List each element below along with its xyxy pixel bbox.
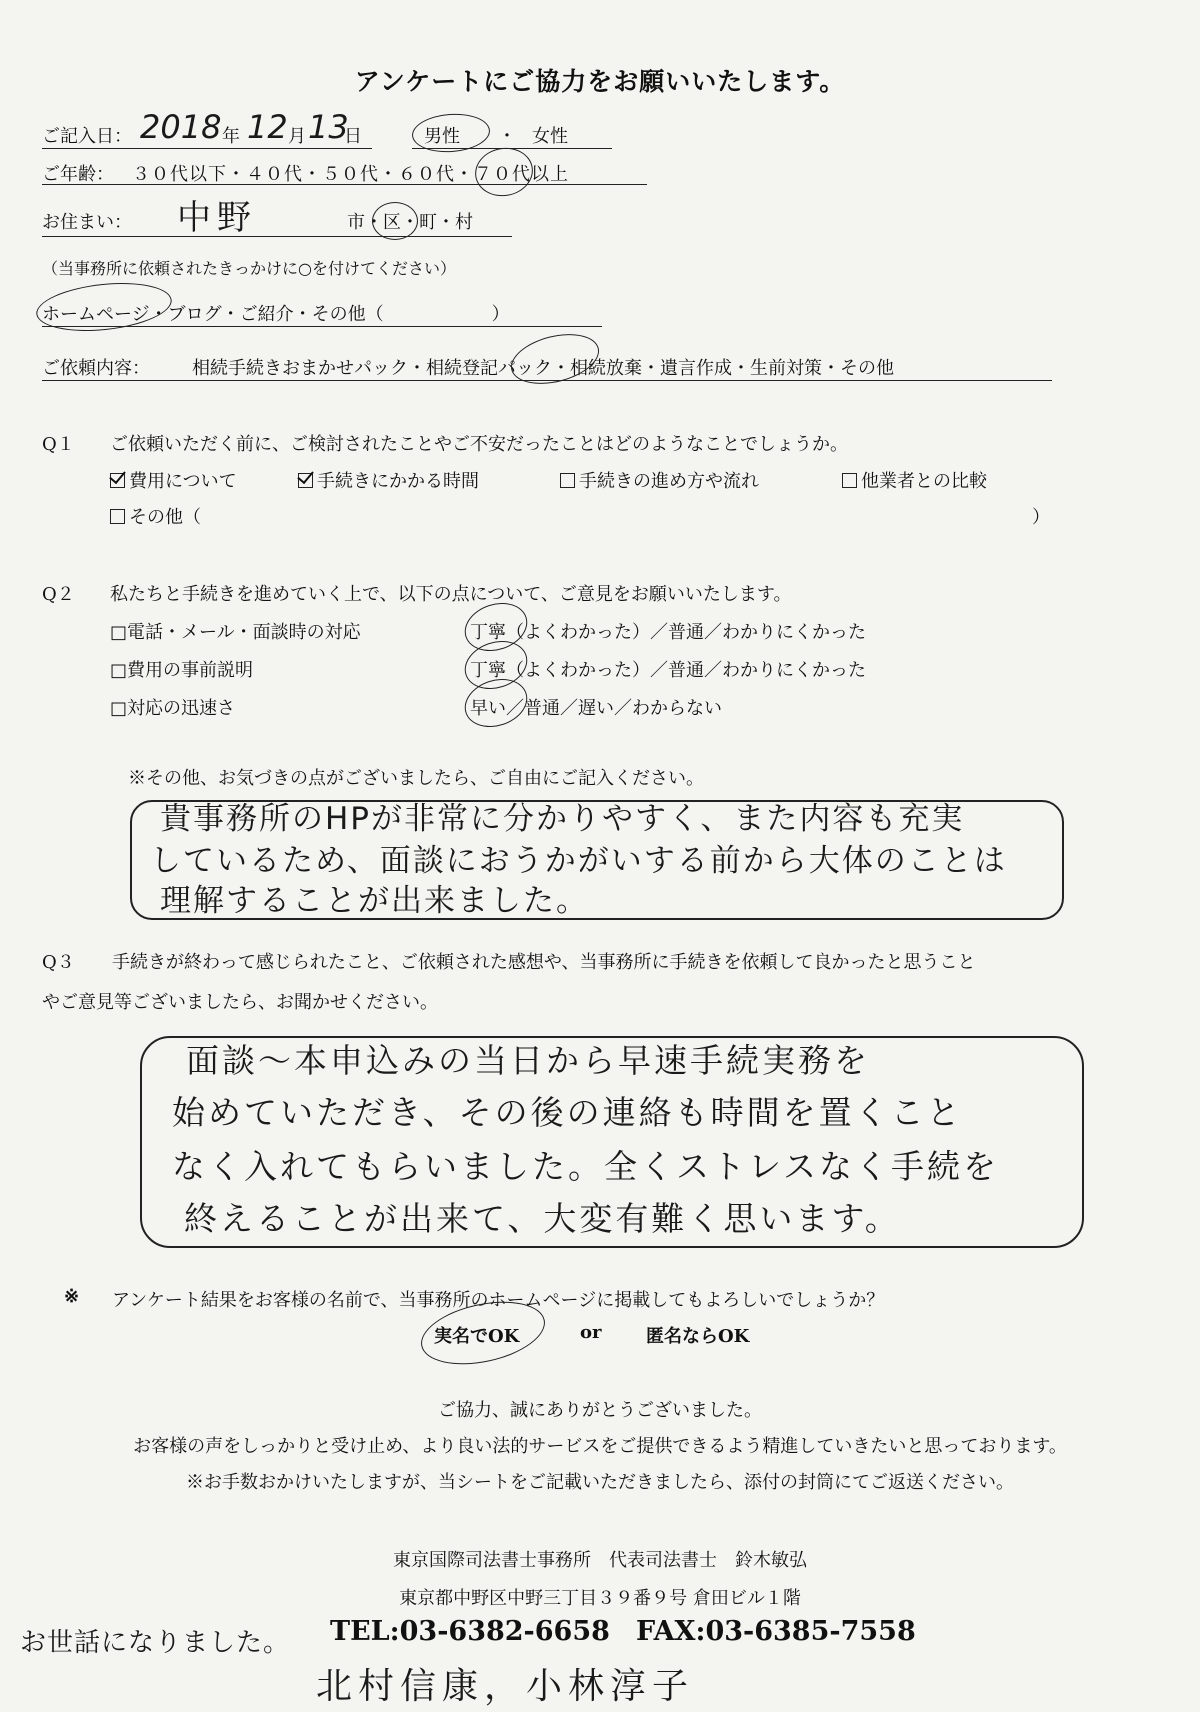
q1-process-checkbox[interactable] <box>560 473 575 488</box>
date-day-unit: 日 <box>344 126 362 147</box>
q1-cost-checkbox[interactable] <box>110 473 125 488</box>
office-name: 東京国際司法書士事務所 代表司法書士 鈴木敏弘 <box>393 1550 807 1571</box>
q2-comment-line-2: しているため、面談におうかがいする前から大体のことは <box>150 843 1007 879</box>
age-field[interactable] <box>42 152 647 185</box>
request-label: ご依頼内容： <box>42 358 150 379</box>
date-month-handwritten: 12 <box>247 108 288 146</box>
q1-other-checkbox[interactable] <box>110 509 125 524</box>
address-handwritten: 中野 <box>177 198 257 238</box>
q1-question: ご依頼いただく前に、ご検討されたことやご不安だったことはどのようなことでしょうか。 <box>110 434 848 455</box>
signature-thanks: お世話になりました。 <box>20 1628 291 1658</box>
q2-choices-contact[interactable]: 丁寧（よくわかった）／普通／わかりにくかった <box>470 622 866 643</box>
signature-names: 北村信康，小林淳子 <box>316 1666 695 1707</box>
date-month-unit: 月 <box>288 126 306 147</box>
source-note: （当事務所に依頼されたきっかけに○を付けてください） <box>42 259 456 278</box>
date-label: ご記入日： <box>42 126 132 147</box>
q2-comment-line-3: 理解することが出来ました。 <box>160 883 589 919</box>
date-field[interactable] <box>42 108 372 149</box>
page-title: アンケートにご協力をお願いいたします。 <box>354 67 846 96</box>
gender-male[interactable]: 男性 <box>424 126 460 147</box>
gender-female[interactable]: 女性 <box>532 126 568 147</box>
gender-separator: ・ <box>498 126 516 147</box>
q3-question-line-2: やご意見等ございましたら、お聞かせください。 <box>42 992 438 1013</box>
q2-comment-prompt: ※その他、お気づきの点がございましたら、ご自由にご記入ください。 <box>128 768 704 789</box>
publish-question: アンケート結果をお客様の名前で、当事務所のホームページに掲載してもよろしいでしょうか？ <box>112 1290 885 1311</box>
q1-cost-text: 費用について <box>129 471 237 492</box>
q2-label: Q２ <box>42 584 75 605</box>
address-units[interactable]: 市・区・町・村 <box>347 212 473 233</box>
date-year-unit: 年 <box>222 126 240 147</box>
address-ward-circle <box>372 202 418 240</box>
office-address: 東京都中野区中野三丁目３９番９号 倉田ビル１階 <box>399 1588 801 1609</box>
q2-item-contact: □電話・メール・面談時の対応 <box>110 622 361 643</box>
q3-answer-line-1: 面談～本申込みの当日から早速手続実務を <box>186 1041 870 1080</box>
request-options[interactable]: 相続手続きおまかせパック・相続登記パック・相続放棄・遺言作成・生前対策・その他 <box>192 358 894 379</box>
q3-answer-line-3: なく入れてもらいました。全くストレスなく手続を <box>172 1147 1000 1186</box>
q1-option-cost[interactable] <box>110 467 237 493</box>
publish-or: or <box>580 1322 602 1343</box>
publish-option-real[interactable]: 実名でOK <box>434 1326 520 1347</box>
closing-line-3: ※お手数おかけいたしますが、当シートをご記載いただきましたら、添付の封筒にてご返送ください。 <box>186 1472 1014 1493</box>
q1-time-checkbox[interactable] <box>298 473 313 488</box>
q1-compare-checkbox[interactable] <box>842 473 857 488</box>
q2-item-cost: □費用の事前説明 <box>110 660 254 681</box>
q1-compare-text: 他業者との比較 <box>861 471 987 492</box>
q3-answer-line-2: 始めていただき、その後の連絡も時間を置くこと <box>172 1093 963 1132</box>
request-registration-circle <box>506 326 604 392</box>
office-fax: FAX:03-6385-7558 <box>636 1616 916 1647</box>
q1-option-time[interactable] <box>298 467 479 493</box>
address-label: お住まい： <box>42 212 132 233</box>
q1-option-other[interactable] <box>110 503 201 529</box>
address-field[interactable] <box>42 196 512 237</box>
office-tel: TEL:03-6382-6658 <box>330 1616 610 1647</box>
age-options[interactable]: ３０代以下・４０代・５０代・６０代・７０代以上 <box>132 164 569 185</box>
source-options[interactable]: ホームページ・ブログ・ご紹介・その他（ ） <box>42 304 510 325</box>
source-homepage-circle <box>34 277 174 337</box>
q1-process-text: 手続きの進め方や流れ <box>579 471 759 492</box>
publish-option-anon[interactable]: 匿名ならOK <box>646 1326 750 1347</box>
q2-choices-cost[interactable]: 丁寧（よくわかった）／普通／わかりにくかった <box>470 660 866 681</box>
age-label: ご年齢： <box>42 164 114 185</box>
closing-line-1: ご協力、誠にありがとうございました。 <box>438 1400 762 1421</box>
q1-label: Q１ <box>42 434 75 455</box>
q1-other-close: ） <box>1032 507 1050 528</box>
q1-time-text: 手続きにかかる時間 <box>317 471 479 492</box>
q2-comment-line-1: 貴事務所のHPが非常に分かりやすく、また内容も充実 <box>160 801 965 837</box>
q2-item-speed: □対応の迅速さ <box>110 698 236 719</box>
q1-other-text: その他（ <box>129 507 201 528</box>
q3-label: Q３ <box>42 952 75 973</box>
q2-question: 私たちと手続きを進めていく上で、以下の点について、ご意見をお願いいたします。 <box>110 584 792 605</box>
closing-line-2: お客様の声をしっかりと受け止め、より良い法的サービスをご提供できるよう精進していきたいと思っております。 <box>133 1436 1067 1457</box>
publish-mark: ※ <box>64 1286 80 1307</box>
q3-question-line-1: 手続きが終わって感じられたこと、ご依頼された感想や、当事務所に手続きを依頼して良かったと思うこと <box>112 952 976 973</box>
date-day-handwritten: 13 <box>308 108 349 146</box>
q1-option-compare[interactable] <box>842 467 987 493</box>
q2-choices-speed[interactable]: 早い／普通／遅い／わからない <box>470 698 722 719</box>
q1-option-process[interactable] <box>560 467 759 493</box>
date-year-handwritten: 2018 <box>140 108 222 146</box>
q3-answer-line-4: 終えることが出来て、大変有難く思います。 <box>184 1199 901 1238</box>
